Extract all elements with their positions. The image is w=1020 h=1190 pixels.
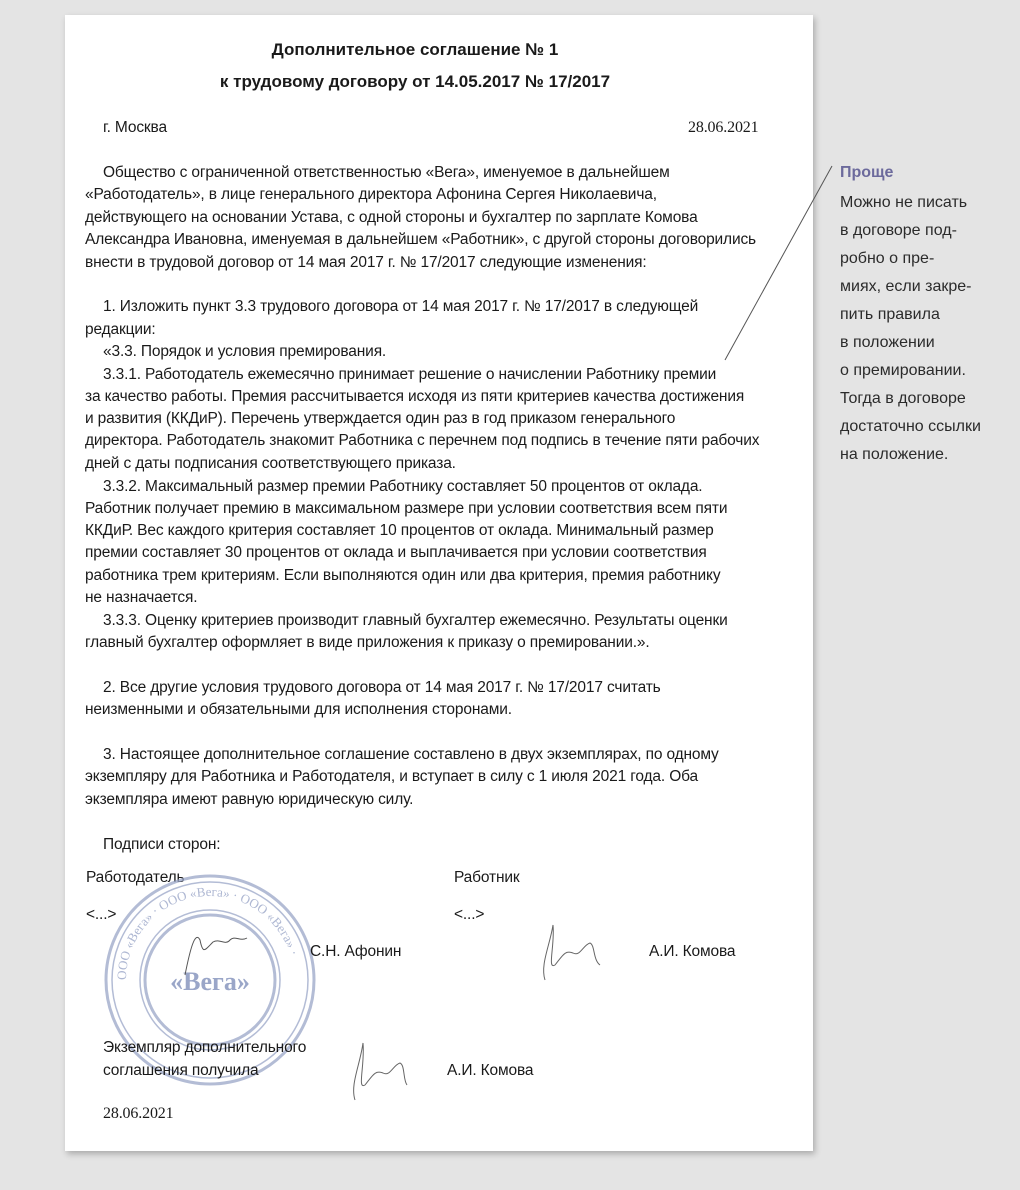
document-title: Дополнительное соглашение № 1 (271, 40, 559, 59)
sidenote-line: миях, если закре- (840, 278, 972, 295)
receipt-name: А.И. Комова (447, 1062, 534, 1079)
signatures-heading: Подписи сторон: (103, 836, 221, 853)
receipt-text-line1: Экземпляр дополнительного (103, 1039, 307, 1056)
item1-line: главный бухгалтер оформляет в виде приложения к приказу о премировании.». (85, 634, 650, 651)
item2-line: неизменными и обязательными для исполнения сторонами. (85, 701, 512, 718)
item1-line: 3.3.2. Максимальный размер премии Работнику составляет 50 процентов от оклада. (103, 478, 703, 495)
item1-line: ККДиР. Вес каждого критерия составляет 10 процентов от оклада. Минимальный размер (85, 522, 714, 539)
item1-line: Работник получает премию в максимальном размере при условии соответствия всем пяти (85, 500, 728, 517)
sidenote-line: в положении (840, 334, 935, 351)
employee-label: Работник (454, 869, 520, 886)
item3-line: экземпляра имеют равную юридическую силу. (85, 791, 414, 808)
item1-line: не назначается. (85, 589, 198, 606)
item1-line: премии составляет 30 процентов от оклада и выплачивается при условии соответствия (85, 544, 707, 561)
receipt-date: 28.06.2021 (103, 1105, 174, 1122)
preamble-line: «Работодатель», в лице генерального директора Афонина Сергея Николаевича, (85, 186, 657, 203)
item3-line: 3. Настоящее дополнительное соглашение составлено в двух экземплярах, по одному (103, 746, 719, 763)
item1-line: 3.3.3. Оценку критериев производит главный бухгалтер ежемесячно. Результаты оценки (103, 612, 728, 629)
preamble-line: действующего на основании Устава, с одной стороны и бухгалтер по зарплате Комова (85, 209, 698, 226)
callout-line (720, 160, 840, 370)
preamble-line: Александра Ивановна, именуемая в дальнейшем «Работник», с другой стороны договорились (85, 231, 756, 248)
employee-name: А.И. Комова (649, 943, 736, 960)
item1-line: редакции: (85, 321, 156, 338)
svg-text:ООО «Вега» · ООО «Вега» · ООО: ООО «Вега» · ООО «Вега» · ООО «Вега» · (113, 883, 302, 981)
employer-label: Работодатель (86, 869, 185, 886)
receipt-signature (345, 1035, 415, 1105)
sidenote-line: в договоре под- (840, 222, 957, 239)
item1-line: 3.3.1. Работодатель ежемесячно принимает решение о начислении Работнику премии (103, 366, 717, 383)
sidenote-line: о премировании. (840, 362, 966, 379)
employer-signature (175, 920, 255, 980)
document-date: 28.06.2021 (688, 119, 759, 136)
sidenote-line: Тогда в договоре (840, 390, 966, 407)
sidenote-line: на положение. (840, 446, 949, 463)
employer-name: С.Н. Афонин (310, 943, 402, 960)
item1-line: «3.3. Порядок и условия премирования. (103, 343, 387, 360)
employer-placeholder: <...> (86, 906, 117, 923)
employee-signature (535, 915, 610, 985)
document-subtitle: к трудовому договору от 14.05.2017 № 17/2017 (219, 72, 611, 91)
item1-line: за качество работы. Премия рассчитывается исходя из пяти критериев качества достижения (85, 388, 745, 405)
sidenote-heading: Проще (840, 164, 894, 181)
sidenote-line: достаточно ссылки (840, 418, 981, 435)
item1-line: и развития (ККДиР). Перечень утверждается один раз в год приказом генерального (85, 410, 676, 427)
sidenote-line: пить правила (840, 306, 940, 323)
item2-line: 2. Все другие условия трудового договора от 14 мая 2017 г. № 17/2017 считать (103, 679, 661, 696)
receipt-text-line2: соглашения получила (103, 1062, 259, 1079)
item1-line: директора. Работодатель знакомит Работника с перечнем под подпись в течение пяти рабочих (85, 432, 760, 449)
svg-text:«Вега»: «Вега» (170, 967, 250, 996)
item1-line: работника трем критериям. Если выполняются один или два критерия, премия работнику (85, 567, 721, 584)
sidenote-line: робно о пре- (840, 250, 935, 267)
preamble-line: внести в трудовой договор от 14 мая 2017 г. № 17/2017 следующие изменения: (85, 254, 647, 271)
city: г. Москва (103, 119, 167, 136)
preamble-line: Общество с ограниченной ответственностью «Вега», именуемое в дальнейшем (103, 164, 670, 181)
item1-line: 1. Изложить пункт 3.3 трудового договора от 14 мая 2017 г. № 17/2017 в следующей (103, 298, 699, 315)
item1-line: дней с даты подписания соответствующего приказа. (85, 455, 456, 472)
employee-placeholder: <...> (454, 906, 485, 923)
sidenote-line: Можно не писать (840, 194, 968, 211)
item3-line: экземпляру для Работника и Работодателя, и вступает в силу с 1 июля 2021 года. Оба (85, 768, 698, 785)
